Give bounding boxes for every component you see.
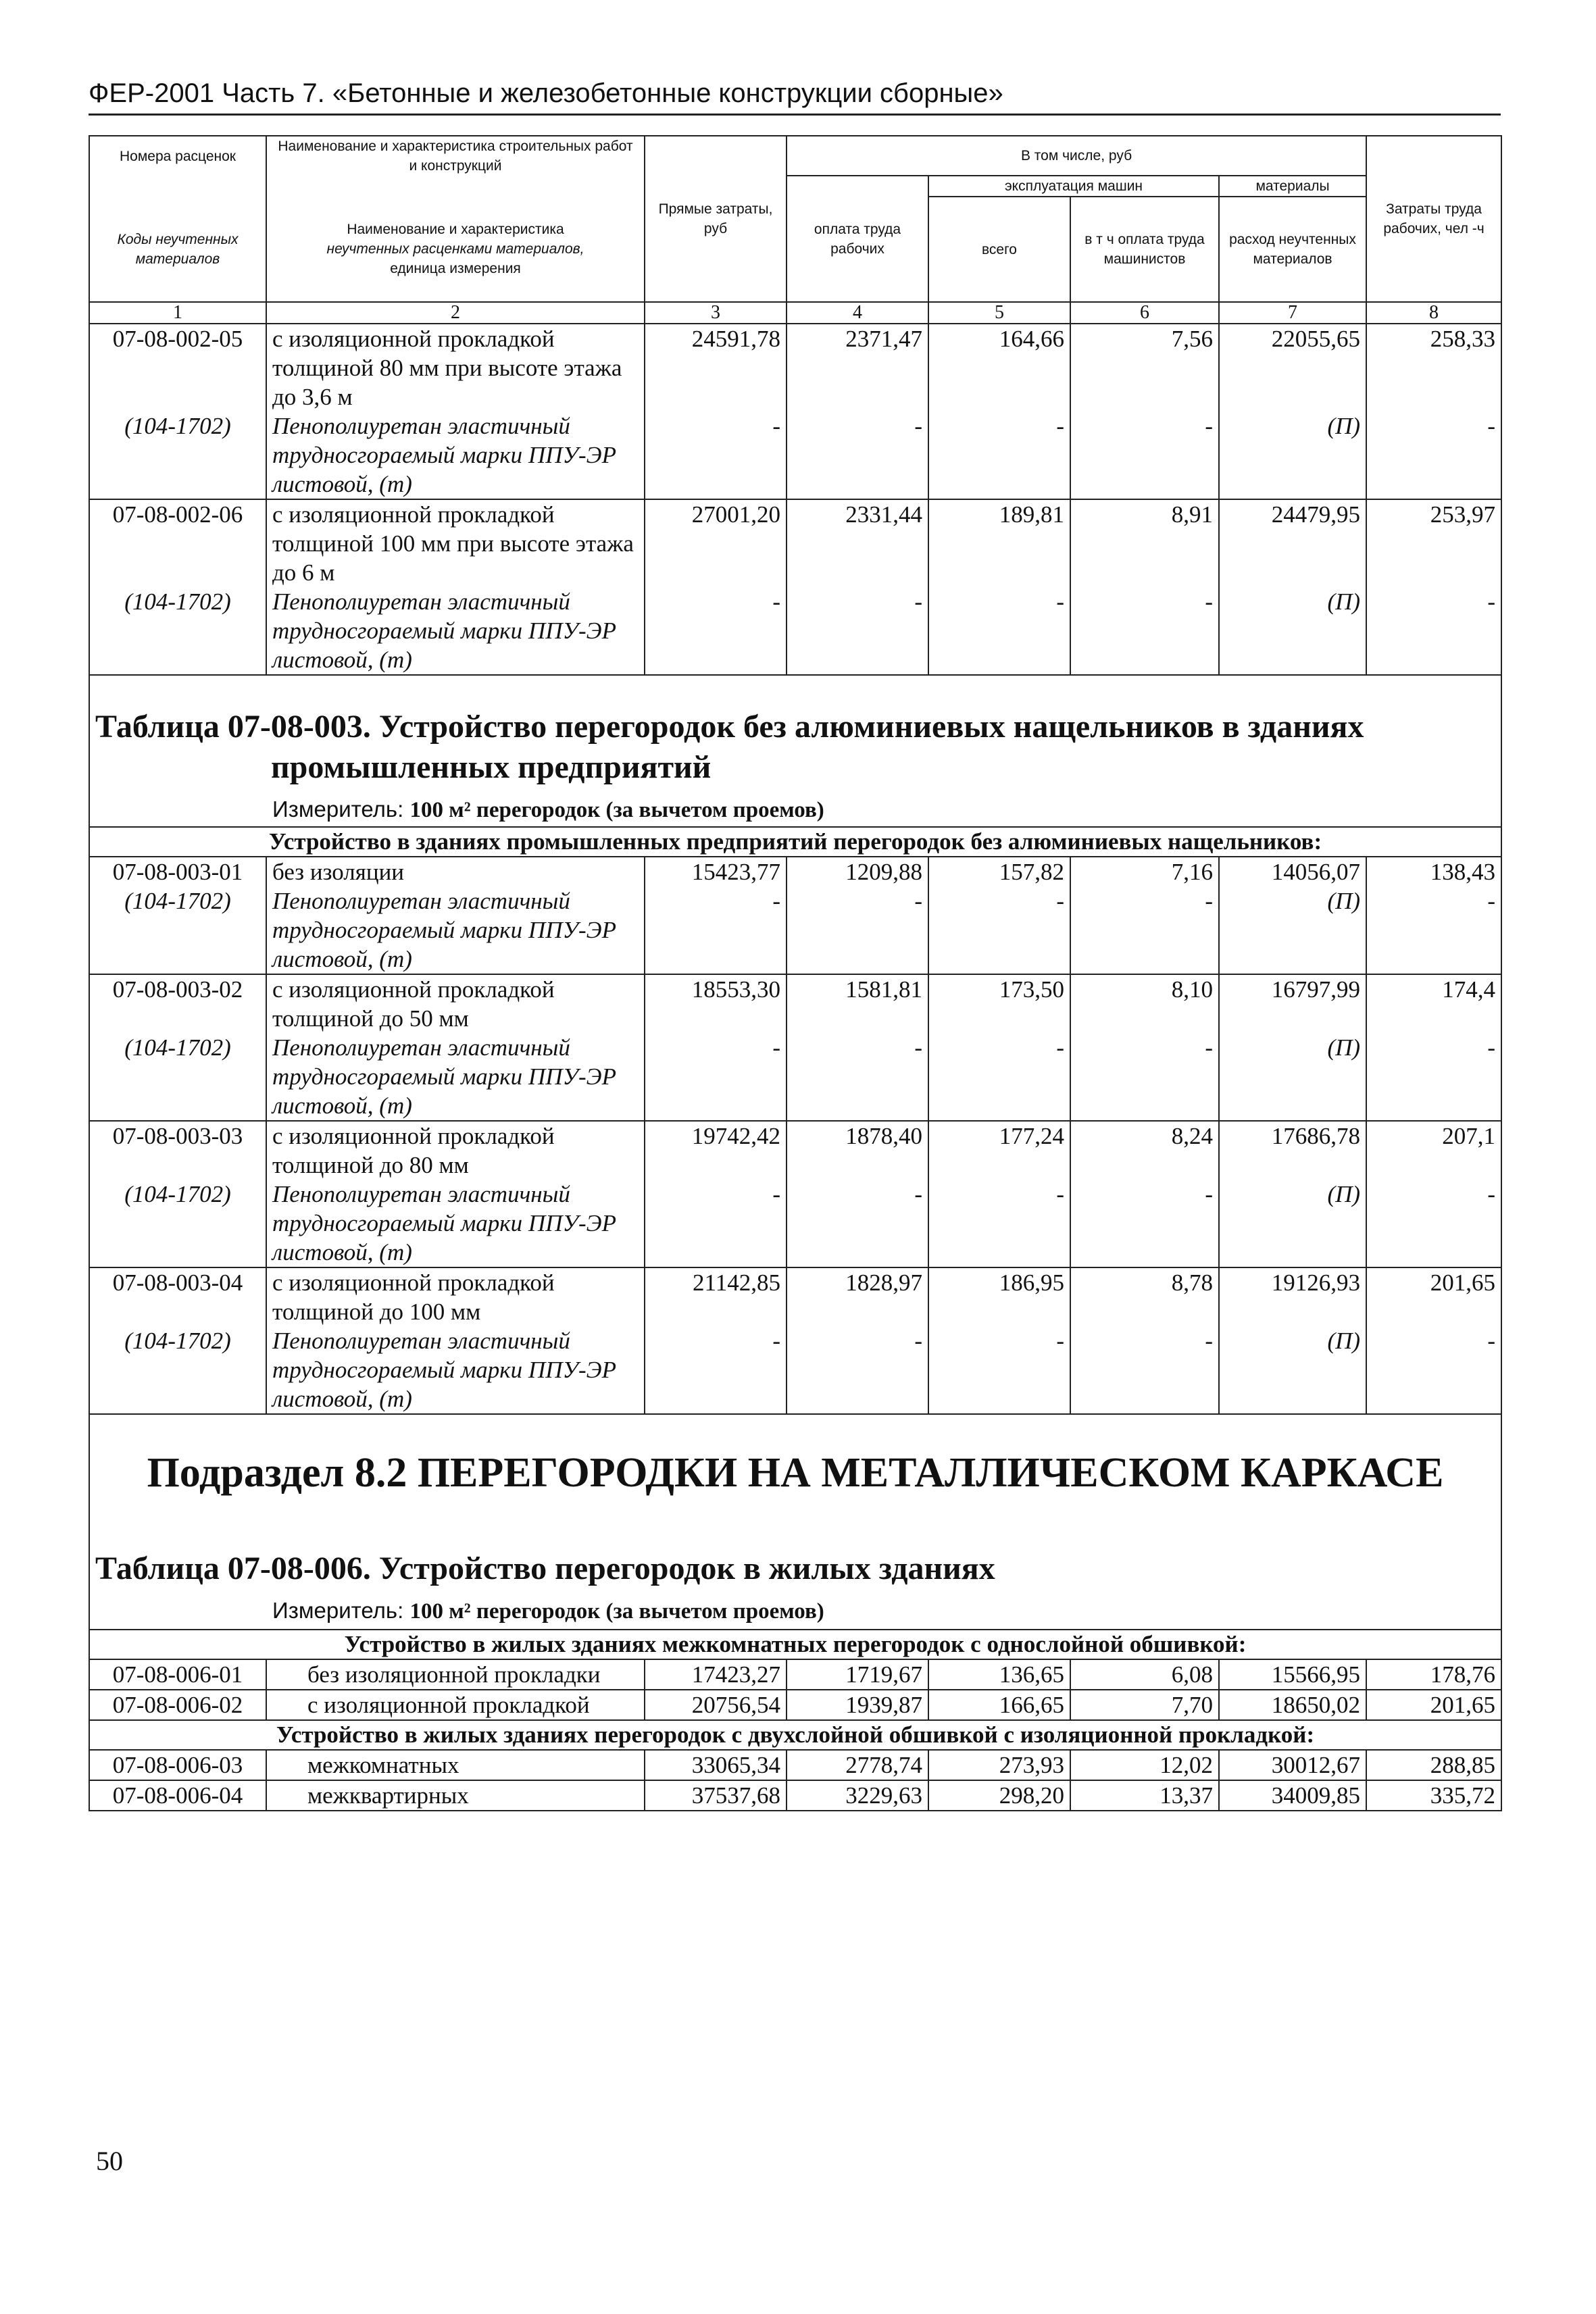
material-row: (104-1702) Пенополиуретан эластичный трудносгораемый марки ППУ-ЭР листовой, (т) - - - - (П) -	[89, 1033, 1501, 1121]
rate-row: 07-08-002-06 с изоляционной прокладкой толщиной 100 мм при высоте этажа до 6 м 27001,20 2331,44 189,81 8,91 24479,95 253,97	[89, 499, 1501, 587]
table-title: Таблица 07-08-006. Устройство перегородок в жилых зданиях	[95, 1551, 995, 1586]
section-title-row	[89, 1414, 1501, 1630]
rate-row: 07-08-006-01 без изоляционной прокладки 17423,27 1719,67 136,65 6,08 15566,95 178,76	[89, 1659, 1501, 1690]
column-index-row: 1 2 3 4 5 6 7 8	[89, 302, 1501, 324]
rates-table	[89, 135, 1502, 1811]
col-head-machines: эксплуатация машин	[928, 176, 1219, 197]
col-head-including: В том числе, руб	[787, 136, 1366, 176]
material-row: (104-1702) Пенополиуретан эластичный трудносгораемый марки ППУ-ЭР листовой, (т) - - - - (П) -	[89, 1180, 1501, 1267]
material-row: (104-1702) Пенополиуретан эластичный трудносгораемый марки ППУ-ЭР листовой, (т) - - - - (П) -	[89, 587, 1501, 675]
rate-row: 07-08-003-03 с изоляционной прокладкой толщиной до 80 мм 19742,42 1878,40 177,24 8,24 17686,78 207,1	[89, 1121, 1501, 1180]
rate-row: 07-08-002-05 с изоляционной прокладкой толщиной 80 мм при высоте этажа до 3,6 м 24591,78 2371,47 164,66 7,56 22055,65 258,33	[89, 324, 1501, 411]
col-head-direct-costs: Прямые затраты, руб	[645, 136, 787, 302]
rate-row: 07-08-003-04 с изоляционной прокладкой толщиной до 100 мм 21142,85 1828,97 186,95 8,78 19126,93 201,65	[89, 1267, 1501, 1326]
group-row: Устройство в зданиях промышленных предприятий перегородок без алюминиевых нащельников:	[89, 827, 1501, 857]
rate-row: 07-08-006-03 межкомнатных 33065,34 2778,74 273,93 12,02 30012,67 288,85	[89, 1750, 1501, 1780]
material-row: (104-1702) Пенополиуретан эластичный трудносгораемый марки ППУ-ЭР листовой, (т) - - - - (П) -	[89, 886, 1501, 974]
section-title: Подраздел 8.2 ПЕРЕГОРОДКИ НА МЕТАЛЛИЧЕСКОМ КАРКАСЕ	[147, 1450, 1444, 1496]
col-head-material-codes: Коды неучтенных материалов	[89, 197, 266, 302]
group-row: Устройство в жилых зданиях перегородок с двухслойной обшивкой с изоляционной прокладкой:	[89, 1720, 1501, 1750]
material-row: (104-1702) Пенополиуретан эластичный трудносгораемый марки ППУ-ЭР листовой, (т) - - - - (П) -	[89, 1326, 1501, 1414]
table-title-row	[89, 675, 1501, 827]
col-head-wages: оплата труда рабочих	[787, 176, 928, 302]
page-header: ФЕР-2001 Часть 7. «Бетонные и железобетонные конструкции сборные»	[89, 73, 1501, 116]
col-head-machines-total: всего	[928, 197, 1070, 302]
measure-unit: Измеритель: 100 м² перегородок (за вычетом проемов)	[272, 1598, 824, 1624]
col-head-labor: Затраты труда рабочих, чел -ч	[1366, 136, 1501, 302]
rate-row: 07-08-006-02 с изоляционной прокладкой 20756,54 1939,87 166,65 7,70 18650,02 201,65	[89, 1690, 1501, 1720]
col-head-name: Наименование и характеристика строительных работ и конструкций	[266, 136, 645, 176]
col-head-material-names: Наименование и характеристика неучтенных расценками материалов, единица измерения	[266, 197, 645, 302]
rate-row: 07-08-003-01 без изоляции 15423,77 1209,88 157,82 7,16 14056,07 138,43	[89, 857, 1501, 886]
table-title: Таблица 07-08-003. Устройство перегородок без алюминиевых нащельников в зданиях промышленных предприятий	[95, 709, 1364, 785]
rate-row: 07-08-006-04 межквартирных 37537,68 3229,63 298,20 13,37 34009,85 335,72	[89, 1780, 1501, 1811]
col-head-materials: материалы	[1219, 176, 1366, 197]
rate-row: 07-08-003-02 с изоляционной прокладкой толщиной до 50 мм 18553,30 1581,81 173,50 8,10 16797,99 174,4	[89, 974, 1501, 1033]
material-row: (104-1702) Пенополиуретан эластичный трудносгораемый марки ППУ-ЭР листовой, (т) - - - - (П) -	[89, 411, 1501, 499]
col-head-unaccounted-materials: расход неучтенных материалов	[1219, 197, 1366, 302]
group-row: Устройство в жилых зданиях межкомнатных перегородок с однослойной обшивкой:	[89, 1630, 1501, 1659]
page-number: 50	[96, 2146, 123, 2176]
col-head-machinist-wages: в т ч оплата труда машинистов	[1070, 197, 1219, 302]
col-head-codes: Номера расценок	[89, 136, 266, 176]
measure-unit: Измеритель: 100 м² перегородок (за вычетом проемов)	[272, 797, 824, 822]
